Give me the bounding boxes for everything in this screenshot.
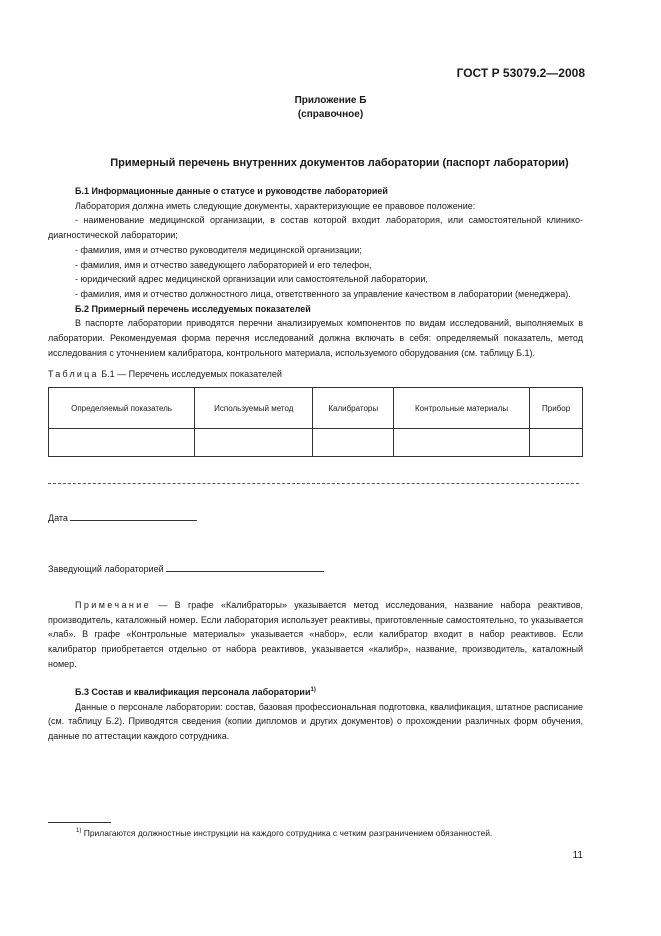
footnote-mark: 1): [76, 828, 82, 835]
column-header: Контрольные материалы: [393, 388, 529, 429]
table-cell[interactable]: [49, 429, 195, 457]
table-cell[interactable]: [195, 429, 313, 457]
date-label: Дата: [48, 513, 68, 523]
section-2-text: В паспорте лаборатории приводятся перечни анализируемых компонентов по видам исследований, выполняемых в лаборатории. Рекомендуемая форма перечня исследований должна включать в себя: определяемый показатель, метод исследования с уточнением калибратора, контрольного материала, используемого оборудования (см. таблицу Б.1).: [48, 318, 583, 358]
standard-number: ГОСТ Р 53079.2—2008: [456, 66, 585, 80]
note-label: Примечание: [75, 600, 152, 610]
table-caption-text: Б.1 — Перечень исследуемых показателей: [98, 369, 282, 379]
section-3: [48, 683, 583, 744]
column-header: Калибраторы: [313, 388, 394, 429]
head-blank[interactable]: [166, 562, 324, 572]
section-1-item: - юридический адрес медицинской организации или самостоятельной лаборатории,: [75, 274, 428, 285]
table-cell[interactable]: [530, 429, 583, 457]
section-1-item: - фамилия, имя и отчество заведующего лабораторией и его телефон,: [75, 259, 372, 270]
note-block: [48, 598, 583, 672]
note-text: — В графе «Калибраторы» указывается метод исследования, название набора реактивов, производитель, каталожный номер. Если лаборатория использует реактивы, приготовленные самостоятельно, то указывается «лаб». В графе «Контрольные материалы» указывается «набор», если калибратор входит в набор реактивов. Если калибратор приобретается отдельно от набора реактивов, указывается «калибр», название, производитель, каталожный номер.: [48, 600, 583, 669]
blank-line: [48, 483, 579, 484]
table-cell[interactable]: [313, 429, 394, 457]
section-3-heading: Б.3 Состав и квалификация персонала лаборатории: [75, 687, 311, 697]
head-signature-field: [48, 562, 324, 574]
column-header: Прибор: [530, 388, 583, 429]
date-field: [48, 511, 197, 523]
table-row: [49, 429, 583, 457]
section-1-item: - фамилия, имя и отчество руководителя медицинской организации;: [75, 244, 362, 255]
indicators-table: [48, 387, 583, 457]
table-header-row: [49, 388, 583, 429]
page-number: 11: [572, 850, 583, 861]
section-2-heading: Б.2 Примерный перечень исследуемых показателей: [75, 303, 311, 314]
head-label: Заведующий лабораторией: [48, 564, 164, 574]
section-1-item: - наименование медицинской организации, в состав которой входит лаборатория, или самостоятельной клинико-диагностической лаборатории;: [48, 215, 583, 241]
table-caption: [48, 369, 282, 379]
table-cell[interactable]: [393, 429, 529, 457]
date-blank[interactable]: [70, 511, 197, 521]
appendix-label: Приложение Б: [294, 95, 367, 106]
appendix-heading: [0, 94, 661, 122]
table-caption-label: Таблица: [48, 369, 99, 379]
footnote-divider: [48, 822, 111, 823]
section-1-item: - фамилия, имя и отчество должностного лица, ответственного за управление качеством в лаборатории (менеджера).: [75, 288, 571, 299]
section-3-text: Данные о персонале лаборатории: состав, базовая профессиональная подготовка, квалификация, штатное расписание (см. таблицу Б.2). Приводятся сведения (копии дипломов и других документов) о прохождении различных форм обучения, данные по аттестации каждого сотрудника.: [48, 701, 583, 742]
section-1-intro: Лаборатория должна иметь следующие документы, характеризующие ее правовое положение:: [75, 200, 476, 211]
footnote: [76, 828, 492, 838]
document-title: Примерный перечень внутренних документов лаборатории (паспорт лаборатории): [110, 157, 569, 169]
column-header: Используемый метод: [195, 388, 313, 429]
section-1-heading: Б.1 Информационные данные о статусе и руководстве лабораторией: [75, 186, 388, 196]
appendix-type: (справочное): [297, 109, 364, 120]
footnote-text: Прилагаются должностные инструкции на каждого сотрудника с четким разграничением обязанностей.: [83, 828, 493, 838]
footnote-reference: 1): [310, 687, 316, 693]
column-header: Определяемый показатель: [49, 388, 195, 429]
sections-1-2: [48, 184, 583, 360]
